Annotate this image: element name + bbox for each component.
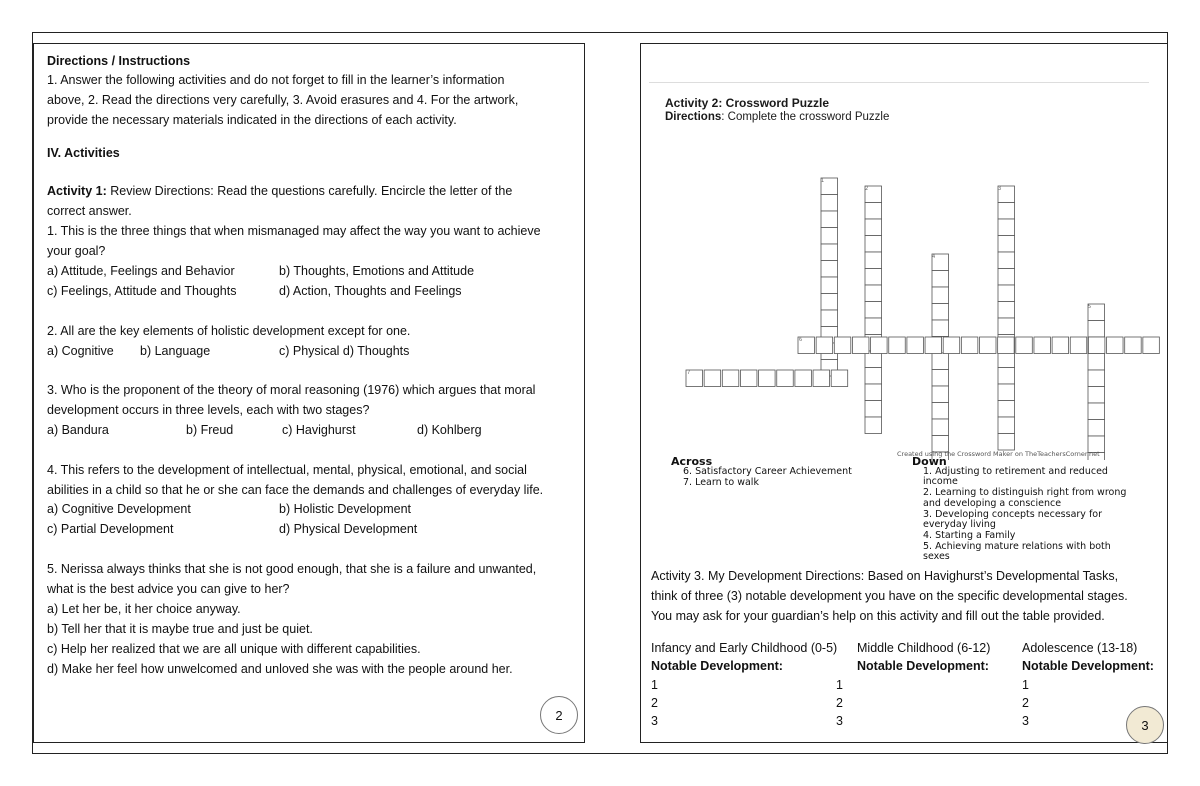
across-6-cell[interactable]	[871, 337, 888, 354]
down-1-cell[interactable]	[821, 310, 838, 327]
activity3-line: You may ask for your guardian’s help on this activity and fill out the table provided.	[651, 609, 1105, 623]
down-4-cell[interactable]	[932, 370, 949, 387]
across-6-cell[interactable]	[925, 337, 942, 354]
row-number: 1	[836, 678, 843, 692]
across-7-cell[interactable]	[813, 370, 830, 387]
row-number: 2	[651, 696, 658, 710]
row-number: 1	[1022, 678, 1029, 692]
notable-label: Notable Development:	[651, 659, 783, 673]
down-3-cell[interactable]	[998, 285, 1015, 302]
down-1-cell[interactable]	[821, 244, 838, 261]
across-6-cell[interactable]	[943, 337, 960, 354]
notable-label: Notable Development:	[857, 659, 989, 673]
down-clue-2-cont: and developing a conscience	[923, 498, 1062, 509]
crossword-cells	[686, 178, 1159, 460]
cell-number-1: 1	[821, 178, 825, 184]
question-3: 3. Who is the proponent of the theory of moral reasoning (1976) which argues that moral	[47, 383, 536, 397]
down-2-cell[interactable]	[865, 203, 882, 220]
puzzle-directions-label: Directions	[665, 111, 722, 123]
across-6-cell[interactable]	[1052, 337, 1069, 354]
q5-option-d[interactable]: d) Make her feel how unwelcomed and unloved she was with the people around her.	[47, 662, 513, 676]
down-4-cell[interactable]	[932, 353, 949, 370]
question-4: 4. This refers to the development of intellectual, mental, physical, emotional, and social	[47, 463, 527, 477]
directions-line: provide the necessary materials indicated in the directions of each activity.	[47, 113, 457, 127]
q5-option-a[interactable]: a) Let her be, it her choice anyway.	[47, 602, 241, 616]
down-1-cell[interactable]	[821, 228, 838, 245]
directions-line: 1. Answer the following activities and do not forget to fill in the learner’s information	[47, 73, 505, 87]
activity1-directions-2: correct answer.	[47, 204, 132, 218]
down-3-cell[interactable]	[998, 401, 1015, 418]
across-6-cell[interactable]	[980, 337, 997, 354]
activity3-line: Activity 3. My Development Directions: Based on Havighurst’s Developmental Tasks,	[651, 569, 1119, 583]
down-5-cell[interactable]	[1088, 387, 1105, 404]
down-5-cell[interactable]	[1088, 321, 1105, 338]
crossword-grid	[641, 120, 1169, 460]
across-6-cell[interactable]	[852, 337, 869, 354]
down-5-cell[interactable]	[1088, 370, 1105, 387]
question-5-cont: what is the best advice you can give to her?	[47, 582, 290, 596]
down-2-cell[interactable]	[865, 368, 882, 385]
cell-number-7: 7	[687, 370, 691, 376]
q2-option-a[interactable]: a) Cognitive	[47, 344, 114, 358]
stage-infancy: Infancy and Early Childhood (0-5)	[651, 641, 838, 655]
q3-option-d[interactable]: d) Kohlberg	[417, 423, 482, 437]
row-number: 2	[836, 696, 843, 710]
stage-adolescence: Adolescence (13-18)	[1022, 641, 1138, 655]
down-1-cell[interactable]	[821, 294, 838, 311]
down-2-cell[interactable]	[865, 318, 882, 335]
across-6-cell[interactable]	[1125, 337, 1142, 354]
down-3-cell[interactable]	[998, 417, 1015, 434]
q3-option-a[interactable]: a) Bandura	[47, 423, 109, 437]
question-2: 2. All are the key elements of holistic development except for one.	[47, 324, 411, 338]
cell-number-6: 6	[799, 337, 803, 343]
row-number: 2	[1022, 696, 1029, 710]
down-2-cell[interactable]	[865, 236, 882, 253]
down-2-cell[interactable]	[865, 252, 882, 269]
down-3-cell[interactable]	[998, 318, 1015, 335]
section-title: IV. Activities	[47, 146, 120, 160]
down-2-cell[interactable]	[865, 417, 882, 434]
down-clue-3: 3. Developing concepts necessary for	[923, 509, 1103, 520]
across-clue-6: 6. Satisfactory Career Achievement	[683, 466, 852, 477]
down-2-cell[interactable]	[865, 285, 882, 302]
across-7-cell[interactable]	[704, 370, 721, 387]
across-6-cell[interactable]	[998, 337, 1015, 354]
across-7-cell[interactable]	[722, 370, 739, 387]
across-6-cell[interactable]	[907, 337, 924, 354]
across-6-cell[interactable]	[816, 337, 833, 354]
down-5-cell[interactable]	[1088, 354, 1105, 371]
down-2-cell[interactable]	[865, 384, 882, 401]
q2-option-cd[interactable]: c) Physical d) Thoughts	[279, 344, 410, 358]
down-3-cell[interactable]	[998, 236, 1015, 253]
across-title: Across	[671, 455, 713, 468]
down-5-cell[interactable]	[1088, 403, 1105, 420]
down-clue-4: 4. Starting a Family	[923, 530, 1016, 541]
puzzle-credit: Created using the Crossword Maker on TheTeachersCorner.net	[897, 450, 1100, 458]
down-4-cell[interactable]	[932, 419, 949, 436]
across-7-cell[interactable]	[759, 370, 776, 387]
question-5: 5. Nerissa always thinks that she is not good enough, that she is a failure and unwanted,	[47, 562, 537, 576]
across-7-cell[interactable]	[831, 370, 848, 387]
down-1-cell[interactable]	[821, 277, 838, 294]
down-clue-3-cont: everyday living	[923, 519, 996, 530]
puzzle-title: Activity 2: Crossword Puzzle	[665, 96, 830, 110]
q1-option-a[interactable]: a) Attitude, Feelings and Behavior	[47, 264, 235, 278]
q3-option-c[interactable]: c) Havighurst	[282, 423, 356, 437]
across-6-cell[interactable]	[1088, 337, 1105, 354]
activity3-line: think of three (3) notable development you have on the specific developmental stages.	[651, 589, 1128, 603]
across-6-cell[interactable]	[1070, 337, 1087, 354]
down-clue-5: 5. Achieving mature relations with both	[923, 541, 1111, 552]
page-2	[33, 43, 585, 743]
down-4-cell[interactable]	[932, 320, 949, 337]
down-1-cell[interactable]	[821, 195, 838, 212]
cell-number-2: 2	[865, 186, 869, 192]
down-3-cell[interactable]	[998, 384, 1015, 401]
down-4-cell[interactable]	[932, 386, 949, 403]
q4-option-d[interactable]: d) Physical Development	[279, 522, 418, 536]
stage-middle-childhood: Middle Childhood (6-12)	[857, 641, 991, 655]
across-7-cell[interactable]	[795, 370, 812, 387]
down-clue-1: 1. Adjusting to retirement and reduced	[923, 466, 1108, 477]
activity1-directions-text: Review Directions: Read the questions carefully. Encircle the letter of the	[106, 184, 513, 198]
page-number: 3	[1126, 706, 1164, 744]
q4-option-a[interactable]: a) Cognitive Development	[47, 502, 191, 516]
row-number: 3	[651, 714, 658, 728]
down-clue-1-cont: income	[923, 476, 958, 487]
down-4-cell[interactable]	[932, 287, 949, 304]
across-6-cell[interactable]	[1107, 337, 1124, 354]
down-2-cell[interactable]	[865, 269, 882, 286]
q1-option-b[interactable]: b) Thoughts, Emotions and Attitude	[279, 264, 475, 278]
down-4-cell[interactable]	[932, 271, 949, 288]
q1-option-c[interactable]: c) Feelings, Attitude and Thoughts	[47, 284, 237, 298]
down-3-cell[interactable]	[998, 219, 1015, 236]
across-6-cell[interactable]	[1034, 337, 1051, 354]
question-4-cont: abilities in a child so that he or she can face the demands and challenges of everyday life.	[47, 483, 544, 497]
directions-title: Directions / Instructions	[47, 54, 191, 68]
q4-option-c[interactable]: c) Partial Development	[47, 522, 174, 536]
notable-label: Notable Development:	[1022, 659, 1154, 673]
puzzle-directions-text: : Complete the crossword Puzzle	[721, 111, 890, 123]
cell-number-5: 5	[1088, 304, 1092, 310]
question-1: 1. This is the three things that when mismanaged may affect the way you want to achieve	[47, 224, 541, 238]
q5-option-b[interactable]: b) Tell her that it is maybe true and just be quiet.	[47, 622, 313, 636]
cell-number-4: 4	[932, 254, 936, 260]
down-2-cell[interactable]	[865, 219, 882, 236]
activity1-label: Activity 1:	[47, 184, 107, 198]
down-3-cell[interactable]	[998, 252, 1015, 269]
q2-option-b[interactable]: b) Language	[140, 344, 211, 358]
down-4-cell[interactable]	[932, 304, 949, 321]
q4-option-b[interactable]: b) Holistic Development	[279, 502, 411, 516]
across-6-cell[interactable]	[834, 337, 851, 354]
down-4-cell[interactable]	[932, 403, 949, 420]
q5-option-c[interactable]: c) Help her realized that we are all unique with different capabilities.	[47, 642, 421, 656]
down-1-cell[interactable]	[821, 261, 838, 278]
question-1-cont: your goal?	[47, 244, 106, 258]
across-6-cell[interactable]	[961, 337, 978, 354]
across-7-cell[interactable]	[777, 370, 794, 387]
down-clue-2: 2. Learning to distinguish right from wrong	[923, 487, 1127, 498]
down-3-cell[interactable]	[998, 203, 1015, 220]
row-number: 1	[651, 678, 658, 692]
page-3	[640, 43, 1168, 743]
across-6-cell[interactable]	[1143, 337, 1160, 354]
down-5-cell[interactable]	[1088, 420, 1105, 437]
down-3-cell[interactable]	[998, 302, 1015, 319]
across-clue-7: 7. Learn to walk	[683, 477, 759, 488]
row-number: 3	[1022, 714, 1029, 728]
question-3-cont: development occurs in three levels, each with two stages?	[47, 403, 370, 417]
down-3-cell[interactable]	[998, 269, 1015, 286]
q1-option-d[interactable]: d) Action, Thoughts and Feelings	[279, 284, 462, 298]
divider	[649, 82, 1149, 83]
down-title: Down	[912, 455, 947, 468]
down-clue-5-cont: sexes	[923, 551, 950, 562]
down-1-cell[interactable]	[821, 211, 838, 228]
activity1-directions	[47, 183, 512, 199]
across-6-cell[interactable]	[889, 337, 906, 354]
row-number: 3	[836, 714, 843, 728]
across-6-cell[interactable]	[1016, 337, 1033, 354]
page-number: 2	[540, 696, 578, 734]
directions-line: above, 2. Read the directions very carefully, 3. Avoid erasures and 4. For the artwork,	[47, 93, 519, 107]
q3-option-b[interactable]: b) Freud	[186, 423, 234, 437]
down-2-cell[interactable]	[865, 302, 882, 319]
across-7-cell[interactable]	[740, 370, 757, 387]
cell-number-3: 3	[998, 186, 1002, 192]
down-2-cell[interactable]	[865, 401, 882, 418]
down-3-cell[interactable]	[998, 368, 1015, 385]
